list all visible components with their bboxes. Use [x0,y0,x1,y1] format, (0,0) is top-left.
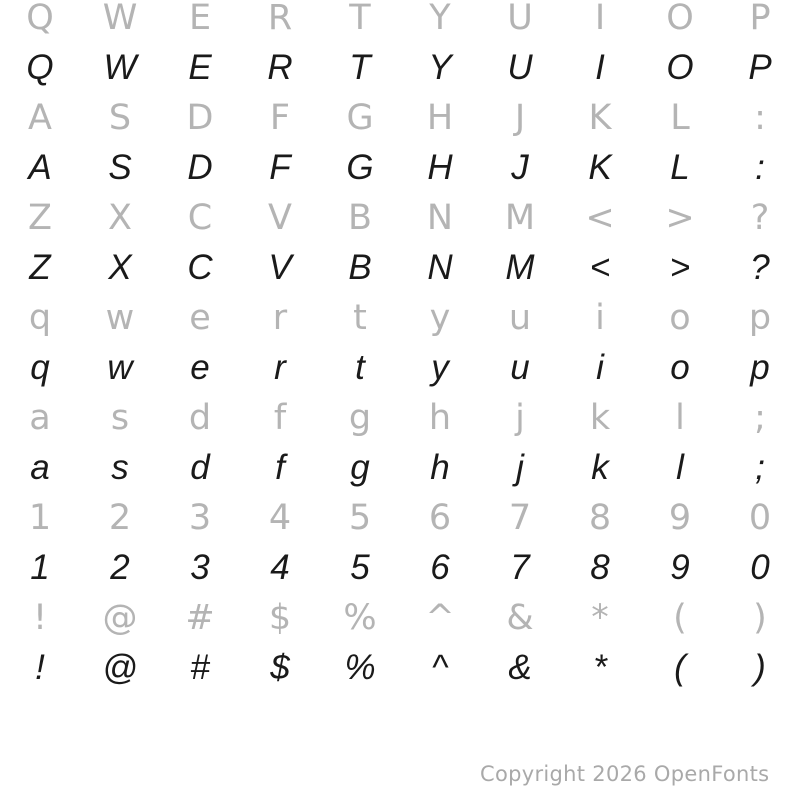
glyph: q [28,298,52,338]
glyph: Q [26,0,54,38]
glyph: 0 [750,548,770,587]
glyph: f [273,398,287,438]
glyph: J [514,98,526,138]
glyph: a [29,398,51,438]
glyph: G [346,98,374,138]
glyph: > [665,198,695,238]
glyph: 1 [28,498,52,538]
glyph: l [675,398,685,438]
glyph: A [28,148,52,187]
glyph: w [107,348,133,387]
glyph: 2 [110,548,130,587]
glyph: D [186,98,214,138]
glyph: I [594,0,606,38]
glyph: R [267,0,293,38]
glyph: W [103,48,137,87]
glyph: f [275,448,285,487]
glyph: r [274,348,286,387]
glyph: B [348,248,372,287]
glyph: s [110,398,130,438]
glyph: u [510,348,530,387]
glyph: % [343,598,377,638]
glyph: < [585,198,615,238]
glyph: N [426,198,454,238]
glyph: 6 [430,548,450,587]
glyph: M [504,198,536,238]
glyph: L [670,98,690,138]
glyph-row-italic [0,443,800,493]
glyph: C [187,248,213,287]
glyph: i [595,298,605,338]
glyph-row-reference [0,293,800,343]
glyph: $ [268,598,292,638]
glyph: s [111,448,129,487]
glyph: X [108,198,132,238]
glyph: 4 [270,548,290,587]
glyph: a [30,448,50,487]
glyph: M [505,248,535,287]
glyph: 4 [268,498,292,538]
glyph: h [430,448,450,487]
glyph: o [669,298,691,338]
glyph: q [30,348,50,387]
glyph-row-italic [0,143,800,193]
glyph: T [349,0,371,38]
copyright-text: Copyright 2026 OpenFonts [480,762,770,786]
glyph: ! [32,598,48,638]
glyph: C [187,198,213,238]
glyph: 3 [190,548,210,587]
glyph: t [353,298,367,338]
glyph: k [591,448,609,487]
glyph: % [344,648,376,687]
glyph: O [666,48,694,87]
glyph-row-reference [0,93,800,143]
glyph: J [511,148,529,187]
glyph: ? [750,248,770,287]
glyph-row-reference [0,0,800,43]
glyph: # [185,598,215,638]
glyph: ; [755,448,765,487]
glyph: g [350,448,370,487]
glyph: h [428,398,452,438]
glyph: 8 [590,548,610,587]
glyph: I [595,48,605,87]
glyph: : [754,98,766,138]
glyph: : [755,148,765,187]
glyph: ^ [431,648,449,687]
glyph: @ [102,598,138,638]
glyph: 3 [188,498,212,538]
glyph: 2 [108,498,132,538]
glyph: ^ [425,598,455,638]
glyph: d [188,398,212,438]
glyph-row-italic [0,643,800,693]
glyph: t [355,348,365,387]
glyph: ( [673,598,687,638]
glyph-row-italic [0,343,800,393]
glyph: i [596,348,604,387]
glyph: 5 [350,548,370,587]
glyph: 7 [508,498,532,538]
glyph: g [348,398,372,438]
glyph: r [272,298,288,338]
glyph: l [676,448,684,487]
glyph: Z [29,248,51,287]
glyph-row-reference [0,593,800,643]
glyph: u [508,298,532,338]
glyph: F [269,98,291,138]
glyph-row-italic [0,543,800,593]
glyph: 9 [668,498,692,538]
glyph-row-reference [0,393,800,443]
glyph: d [190,448,210,487]
glyph: B [347,198,372,238]
glyph: K [588,98,612,138]
glyph: w [105,298,135,338]
glyph: O [666,0,694,38]
glyph: j [515,398,525,438]
glyph: & [506,598,534,638]
glyph: e [189,298,211,338]
glyph: G [346,148,374,187]
glyph: A [28,98,52,138]
glyph: X [108,248,132,287]
glyph: Z [28,198,52,238]
glyph: V [268,198,292,238]
glyph: Y [428,48,452,87]
glyph: F [269,148,291,187]
glyph: K [588,148,612,187]
glyph: H [426,98,454,138]
glyph: y [431,348,449,387]
glyph: E [188,0,212,38]
glyph: k [589,398,611,438]
glyph: U [507,48,533,87]
glyph: S [108,148,132,187]
glyph: p [748,298,772,338]
glyph: ? [750,198,770,238]
glyph: p [750,348,770,387]
glyph: o [670,348,690,387]
glyph: ( [674,648,686,687]
glyph: T [349,48,371,87]
glyph: V [268,248,292,287]
glyph: @ [102,648,138,687]
glyph-row-reference [0,493,800,543]
glyph: Y [429,0,451,38]
glyph: $ [270,648,290,687]
glyph: 7 [510,548,530,587]
glyph: W [102,0,138,38]
glyph: N [427,248,453,287]
glyph: ) [754,648,766,687]
glyph: R [267,48,293,87]
glyph: H [427,148,453,187]
glyph: L [670,148,690,187]
glyph: # [190,648,210,687]
glyph: ) [753,598,767,638]
glyph: y [429,298,451,338]
glyph: 5 [348,498,372,538]
glyph: S [108,98,132,138]
glyph: * [593,648,607,687]
glyph: P [748,48,772,87]
glyph: 1 [30,548,50,587]
glyph: * [591,598,609,638]
glyph-row-italic [0,243,800,293]
glyph: ; [754,398,766,438]
glyph: j [516,448,524,487]
glyph: Q [26,48,54,87]
glyph: E [188,48,212,87]
glyph: D [187,148,213,187]
glyph: 0 [748,498,772,538]
glyph: 6 [428,498,452,538]
glyph: U [507,0,533,38]
glyph: 8 [588,498,612,538]
glyph: < [589,248,611,287]
glyph: ! [35,648,45,687]
glyph-row-reference [0,193,800,243]
glyph: & [508,648,532,687]
glyph: > [669,248,691,287]
glyph: P [749,0,771,38]
glyph-row-italic [0,43,800,93]
glyph: 9 [670,548,690,587]
glyph: e [190,348,210,387]
